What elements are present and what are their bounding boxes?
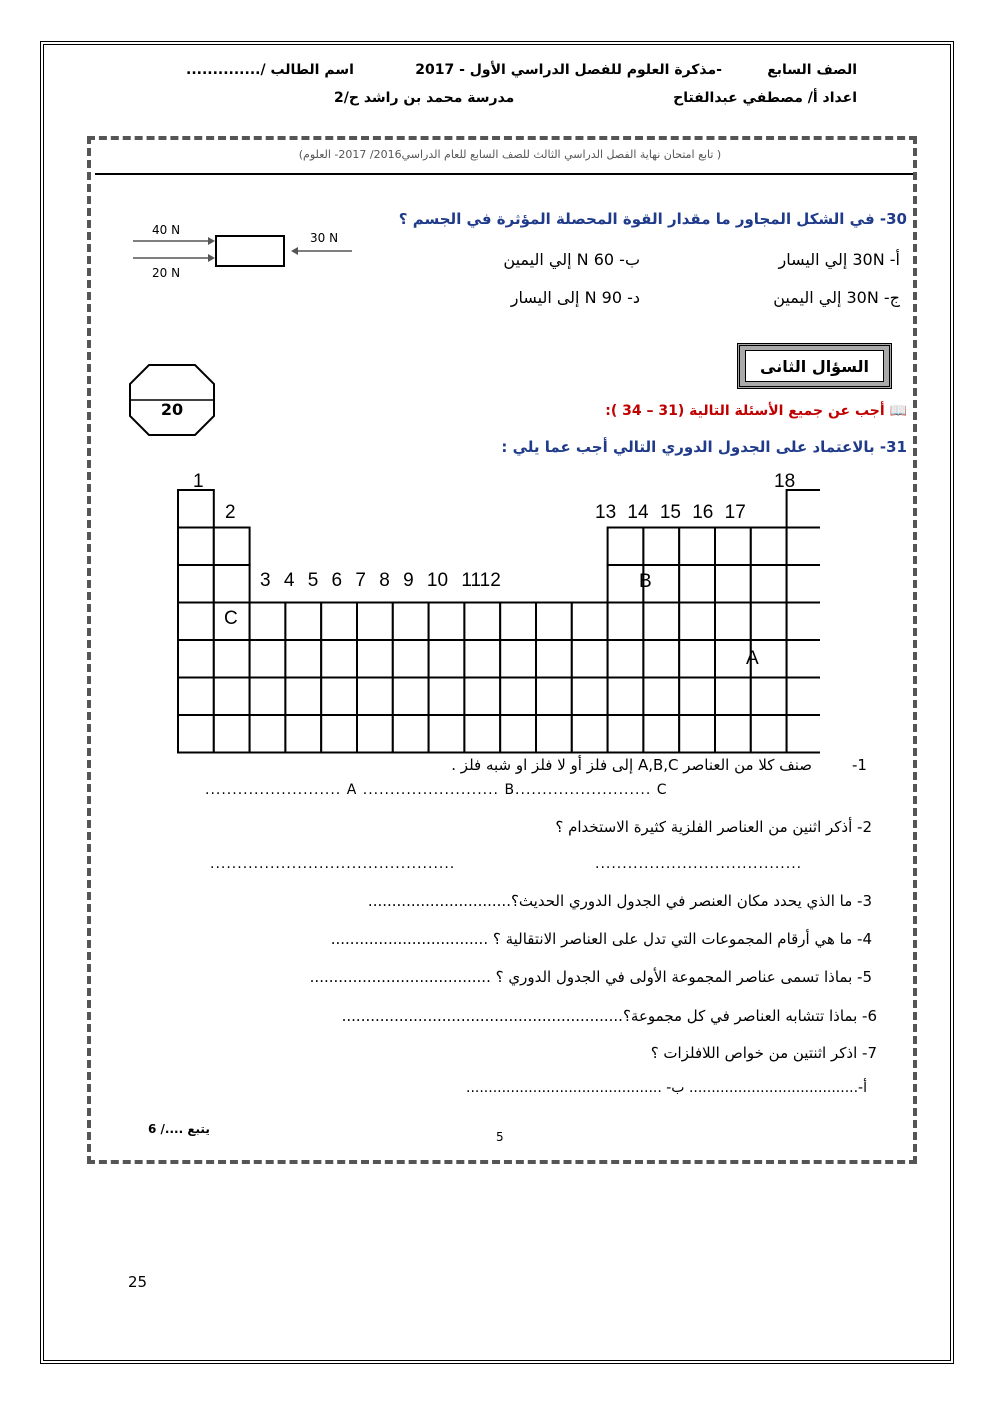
table-cell [214,678,250,716]
table-cell [787,640,820,678]
subq-5-text: 5- بماذا تسمى عناصر المجموعة الأولى في الجدول الدوري ؟ ...................................... [309,968,872,986]
table-cell [178,565,214,603]
table-cell [464,603,500,641]
table-cell [715,715,751,753]
table-cell [214,640,250,678]
subq-7-answer: أ-...................................... ب- ............................................ [466,1080,867,1096]
table-cell [464,715,500,753]
score-value: 20 [160,400,184,419]
table-cell [787,490,820,528]
group-label-1: 1 [193,471,204,492]
table-cell [250,603,286,641]
table-cell [285,603,321,641]
table-cell [751,715,787,753]
table-cell [214,528,250,566]
object-box [216,236,284,266]
table-cell [429,715,465,753]
element-b: B [639,571,652,592]
header-student-name: اسم الطالب /.............. [186,62,354,78]
table-cell [178,603,214,641]
table-cell [500,603,536,641]
table-cell [608,640,644,678]
group-label-3-12: 3 4 5 6 7 8 9 10 1112 [260,570,501,591]
table-cell [214,715,250,753]
table-cell [608,715,644,753]
q30-question: 30- في الشكل المجاور ما مقدار القوة المحصلة المؤثرة في الجسم ؟ [398,210,907,228]
table-cell [250,678,286,716]
table-cell [429,678,465,716]
table-cell [643,528,679,566]
subq-6-text: 6- بماذا تتشابه العناصر في كل مجموعة؟........................................................... [341,1007,877,1025]
table-cell [178,715,214,753]
arrow-20n-head [208,254,215,262]
table-cell [608,678,644,716]
table-cell [321,640,357,678]
table-cell [751,678,787,716]
table-cell [429,603,465,641]
instruction-line [605,403,907,419]
table-cell [643,678,679,716]
subq-2-dots-right: ...................................... [595,856,803,872]
q30-option-a: أ- 30N إلي اليسار [778,250,900,269]
q30-option-c: ج- 30N إلي اليمين [773,288,900,307]
table-cell [643,640,679,678]
table-cell [464,640,500,678]
table-cell [536,603,572,641]
table-cell [500,640,536,678]
section-title-badge [737,343,892,389]
table-cell [357,640,393,678]
element-a: A [746,648,759,669]
table-cell [285,640,321,678]
table-cell [357,715,393,753]
table-cell [608,528,644,566]
table-cell [393,678,429,716]
table-cell [679,640,715,678]
table-cell [536,640,572,678]
table-cell [178,640,214,678]
table-cell [572,715,608,753]
q30-option-b: ب- 60 N إلي اليمين [503,250,640,269]
header-school: مدرسة محمد بن راشد ح/2 [334,90,515,106]
table-cell [679,715,715,753]
subq-7-text: 7- اذكر اثنتين من خواص اللافلزات ؟ [650,1044,877,1062]
subq-2-text: 2- أذكر اثنين من العناصر الفلزية كثيرة الاستخدام ؟ [555,818,872,836]
table-cell [357,603,393,641]
table-cell [679,528,715,566]
table-cell [608,603,644,641]
header-note-title: -مذكرة العلوم للفصل الدراسي الأول - 2017 [415,62,722,78]
table-cell [751,528,787,566]
table-cell [429,640,465,678]
subq-1-text: صنف كلا من العناصر A,B,C إلى فلز أو لا فلز او شبه فلز . [451,756,812,774]
table-cell [178,678,214,716]
table-cell [787,715,820,753]
table-cell [751,565,787,603]
arrow-40n-head [208,237,215,245]
table-cell [787,565,820,603]
subq-1-num: -1 [852,756,867,774]
table-cell [715,528,751,566]
table-cell [715,603,751,641]
table-cell [250,715,286,753]
continue-note: يتبع ..../ 6 [148,1122,210,1136]
group-label-13-17: 13 14 15 16 17 [595,502,746,523]
q30-option-d: د- 90 N إلى اليسار [510,288,640,307]
group-label-2: 2 [225,502,236,523]
table-cell [679,565,715,603]
force-label-30n: 30 N [310,231,339,245]
arrow-30n-head [291,247,298,255]
exam-header-line [95,173,913,175]
header-prepared-by: اعداد أ/ مصطفي عبدالفتاح [673,90,857,106]
table-cell [321,603,357,641]
exam-page-number: 5 [496,1130,504,1144]
table-cell [572,678,608,716]
table-cell [679,603,715,641]
exam-subtitle: ( تابع امتحان نهاية الفصل الدراسي الثالث للصف السابع للعام الدراسي2016/ 2017- العلوم) [298,148,722,161]
section-title: السؤال الثانى [745,350,884,382]
group-label-18: 18 [774,471,796,492]
table-cell [536,715,572,753]
table-cell [643,603,679,641]
book-icon: 📖 [889,403,907,419]
page-number: 25 [128,1273,148,1291]
force-label-40n: 40 N [152,223,181,237]
table-cell [572,603,608,641]
subq-2-dots-left: ............................................. [210,856,456,872]
table-cell [321,678,357,716]
table-cell [536,678,572,716]
table-cell [679,678,715,716]
table-cell [715,565,751,603]
instruction-text: أجب عن جميع الأسئلة التالية (31 – 34 ): [605,403,885,419]
table-cell [787,528,820,566]
table-cell [285,678,321,716]
table-cell [572,640,608,678]
table-cell [643,715,679,753]
q31-question: 31- بالاعتماد على الجدول الدوري التالي أجب عما يلي : [501,438,907,456]
table-cell [285,715,321,753]
table-cell [178,528,214,566]
force-label-20n: 20 N [152,266,181,280]
table-cell [464,678,500,716]
table-cell [787,603,820,641]
table-cell [250,640,286,678]
element-c: C [224,608,238,629]
table-cell [787,678,820,716]
table-cell [357,678,393,716]
header-grade: الصف السابع [767,62,857,78]
table-cell [751,603,787,641]
table-cell [500,715,536,753]
subq-1-answer: A ......................... B......................... C ......................... [205,782,668,798]
table-cell [393,603,429,641]
subq-4-text: 4- ما هي أرقام المجموعات التي تدل على العناصر الانتقالية ؟ ................................. [330,930,872,948]
table-cell [715,678,751,716]
table-cell [321,715,357,753]
table-cell [393,715,429,753]
table-cell [393,640,429,678]
table-cell [178,490,214,528]
table-cell [214,565,250,603]
table-cell [500,678,536,716]
subq-3-text: 3- ما الذي يحدد مكان العنصر في الجدول الدوري الحديث؟.............................. [367,892,872,910]
